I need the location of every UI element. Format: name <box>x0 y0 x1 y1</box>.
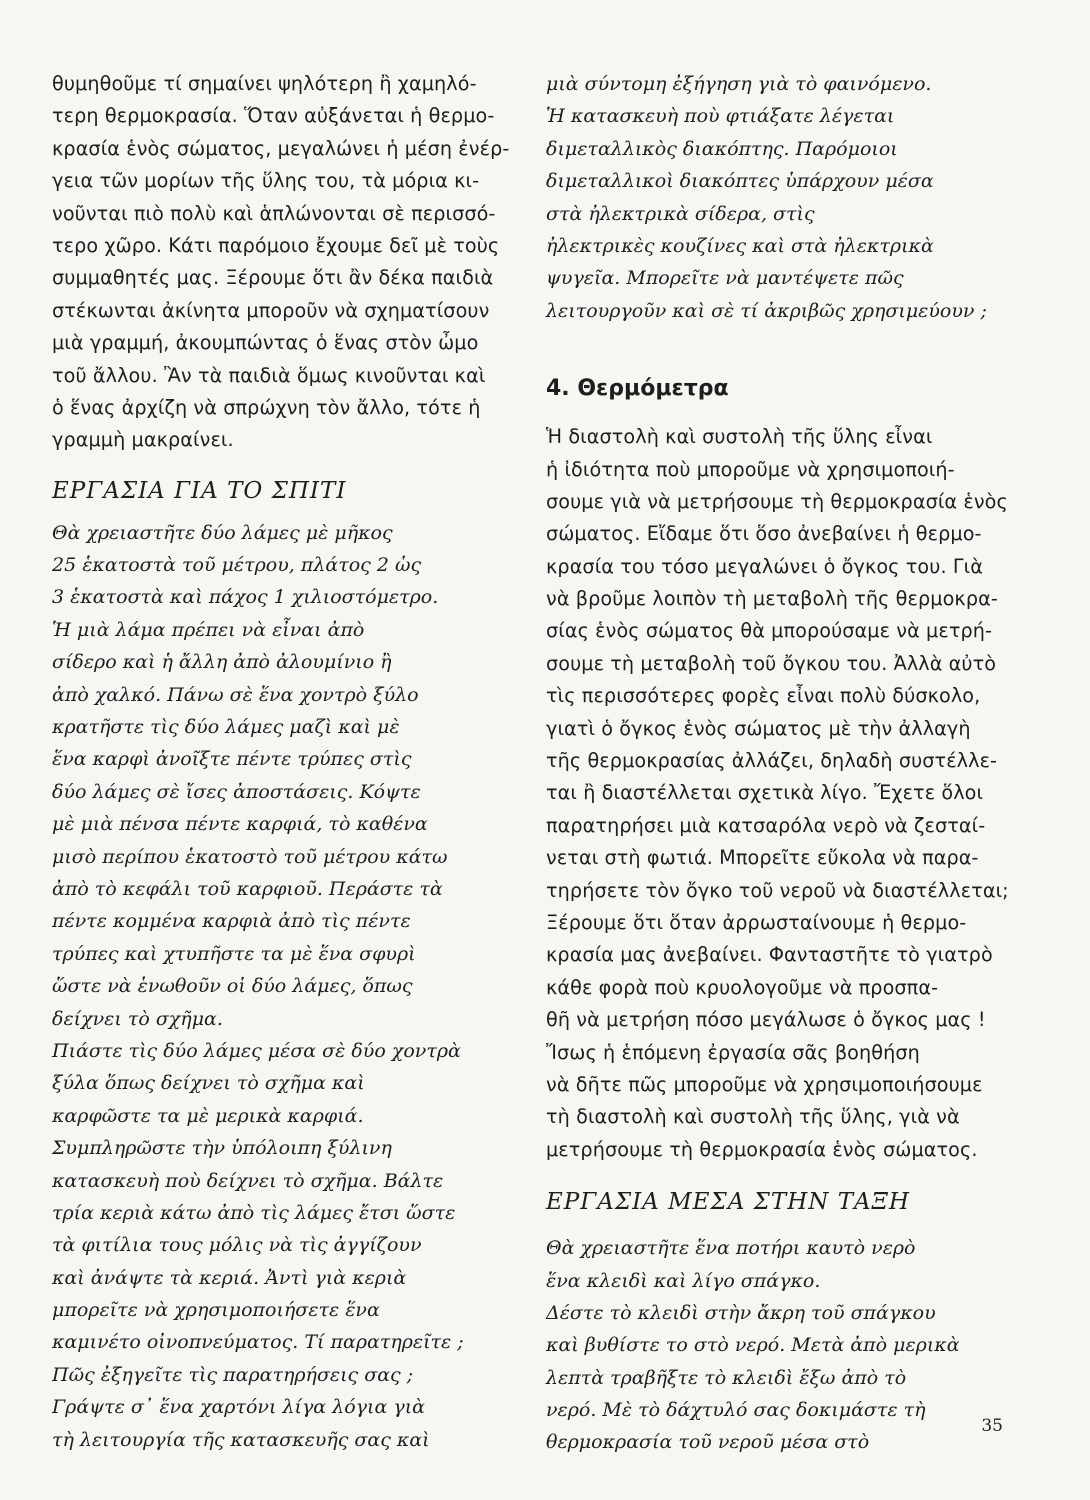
text-line: ται ἢ διαστέλλεται σχετικὰ λίγο. Ἔχετε ὅλοι <box>546 781 984 805</box>
text-line: κρασία μας ἀνεβαίνει. Φανταστῆτε τὸ γιατρὸ <box>546 943 993 967</box>
page-number: 35 <box>981 1416 1003 1436</box>
text-line: σίας ἑνὸς σώματος θὰ μπορούσαμε νὰ μετρή- <box>546 619 993 643</box>
text-line: κάθε φορὰ ποὺ κρυολογοῦμε νὰ προσπα- <box>546 975 939 999</box>
text-line: τερο χῶρο. Κάτι παρόμοιο ἔχουμε δεῖ μὲ τοὺς <box>52 233 500 257</box>
text-line: γιατὶ ὁ ὄγκος ἑνὸς σώματος μὲ τὴν ἀλλαγὴ <box>546 716 971 740</box>
text-line: ἠλεκτρικὲς κουζίνες καὶ στὰ ἠλεκτρικὰ <box>546 234 934 257</box>
text-line: διμεταλλικὸς διακόπτης. Παρόμοιοι <box>546 137 898 160</box>
text-line: μιὰ γραμμή, ἀκουμπώντας ὁ ἕνας στὸν ὦμο <box>52 331 479 355</box>
text-line: καὶ ἀνάψτε τὰ κεριά. Ἀντὶ γιὰ κεριὰ <box>52 1266 407 1289</box>
text-line: σουμε τὴ μεταβολὴ τοῦ ὄγκου του. Ἀλλὰ αὐτὸ <box>546 651 997 675</box>
text-line: ὥστε νὰ ἑνωθοῦν οἱ δύο λάμες, ὅπως <box>52 975 413 998</box>
text-line: τερη θερμοκρασία. Ὅταν αὐξάνεται ἡ θερμο- <box>52 104 495 128</box>
text-line: ψυγεῖα. Μπορεῖτε νὰ μαντέψετε πῶς <box>546 267 904 290</box>
text-line: συμμαθητές μας. Ξέρουμε ὅτι ἂν δέκα παιδιὰ <box>52 266 494 290</box>
text-line: γεια τῶν μορίων τῆς ὕλης του, τὰ μόρια κι- <box>52 169 480 193</box>
text-line: σουμε γιὰ νὰ μετρήσουμε τὴ θερμοκρασία ἑνὸς <box>546 489 1008 513</box>
text-line: καρφῶστε τα μὲ μερικὰ καρφιά. <box>52 1104 364 1127</box>
text-line: γραμμὴ μακραίνει. <box>52 428 234 452</box>
text-line: Ἡ διαστολὴ καὶ συστολὴ τῆς ὕλης εἶναι <box>546 425 933 449</box>
text-line: κρατῆστε τὶς δύο λάμες μαζὶ καὶ μὲ <box>52 716 400 739</box>
text-line: θερμοκρασία τοῦ νεροῦ μέσα στὸ <box>546 1431 870 1454</box>
section-title-thermometers: 4. Θερμόμετρα <box>546 376 729 402</box>
text-line: παρατηρήσει μιὰ κατσαρόλα νερὸ νὰ ζεσταί- <box>546 813 986 837</box>
text-line: ξύλα ὅπως δείχνει τὸ σχῆμα καὶ <box>52 1072 365 1095</box>
text-line: Ἡ μιὰ λάμα πρέπει νὰ εἶναι ἀπὸ <box>52 618 365 641</box>
text-line: μετρήσουμε τὴ θερμοκρασία ἑνὸς σώματος. <box>546 1137 978 1161</box>
text-line: τρύπες καὶ χτυπῆστε τα μὲ ἕνα σφυρὶ <box>52 942 416 965</box>
class-work-heading: ΕΡΓΑΣΙΑ ΜΕΣΑ ΣΤΗΝ ΤΑΞΗ <box>546 1189 910 1216</box>
text-line: καμινέτο οἰνοπνεύματος. Τί παρατηρεῖτε ; <box>52 1331 464 1354</box>
text-line: τοῦ ἄλλου. Ἂν τὰ παιδιὰ ὅμως κινοῦνται καὶ <box>52 363 486 387</box>
text-line: διμεταλλικοὶ διακόπτες ὑπάρχουν μέσα <box>546 170 934 193</box>
text-line: μπορεῖτε νὰ χρησιμοποιήσετε ἕνα <box>52 1299 380 1322</box>
right-column <box>546 68 1036 1459</box>
text-line: θῆ νὰ μετρήση πόσο μεγάλωσε ὁ ὄγκος μας ! <box>546 1008 986 1032</box>
text-line: Πιάστε τὶς δύο λάμες μέσα σὲ δύο χοντρὰ <box>52 1039 461 1062</box>
text-line: τὴ διαστολὴ καὶ συστολὴ τῆς ὕλης, γιὰ νὰ <box>546 1105 960 1129</box>
text-line: τηρήσετε τὸν ὄγκο τοῦ νεροῦ νὰ διαστέλλεται; <box>546 878 1009 902</box>
text-line: ἡ ἰδιότητα ποὺ μποροῦμε νὰ χρησιμοποιή- <box>546 457 955 481</box>
text-line: νεται στὴ φωτιά. Μπορεῖτε εὔκολα νὰ παρα- <box>546 846 979 870</box>
class-work-paragraph <box>546 1232 1036 1459</box>
text-line: μισὸ περίπου ἑκατοστὸ τοῦ μέτρου κάτω <box>52 845 448 868</box>
text-line: τρία κεριὰ κάτω ἀπὸ τὶς λάμες ἔτσι ὥστε <box>52 1201 456 1224</box>
text-line: τὶς περισσότερες φορὲς εἶναι πολὺ δύσκολο, <box>546 684 981 708</box>
home-work-heading: ΕΡΓΑΣΙΑ ΓΙΑ ΤΟ ΣΠΙΤΙ <box>52 477 347 504</box>
text-line: νὰ βροῦμε λοιπὸν τὴ μεταβολὴ τῆς θερμοκρα- <box>546 587 998 611</box>
text-line: μὲ μιὰ πένσα πέντε καρφιά, τὸ καθένα <box>52 813 428 836</box>
text-line: νοῦνται πιὸ πολὺ καὶ ἁπλώνονται σὲ περισσό- <box>52 201 496 225</box>
text-line: κρασία ἑνὸς σώματος, μεγαλώνει ἡ μέση ἐνέρ- <box>52 136 510 160</box>
text-line: Θὰ χρειαστῆτε δύο λάμες μὲ μῆκος <box>52 521 393 544</box>
text-line: Ἴσως ἡ ἑπόμενη ἐργασία σᾶς βοηθήση <box>546 1040 920 1064</box>
text-line: κρασία του τόσο μεγαλώνει ὁ ὄγκος του. Γιὰ <box>546 554 983 578</box>
text-line: θυμηθοῦμε τί σημαίνει ψηλότερη ἢ χαμηλό- <box>52 72 477 95</box>
text-line: στέκωνται ἀκίνητα μποροῦν νὰ σχηματίσουν <box>52 298 490 322</box>
text-line: καὶ βυθίστε το στὸ νερό. Μετὰ ἀπὸ μερικὰ <box>546 1334 960 1357</box>
text-line: μιὰ σύντομη ἐξήγηση γιὰ τὸ φαινόμενο. <box>546 73 932 95</box>
text-line: ἕνα κλειδὶ καὶ λίγο σπάγκο. <box>546 1269 821 1292</box>
text-line: Ἡ κατασκευὴ ποὺ φτιάξατε λέγεται <box>546 105 895 128</box>
text-line: τῆς θερμοκρασίας ἀλλάζει, δηλαδὴ συστέλλε- <box>546 749 998 773</box>
text-line: τὰ φιτίλια τους μόλις νὰ τὶς ἀγγίζουν <box>52 1234 422 1257</box>
text-line: Συμπληρῶστε τὴν ὑπόλοιπη ξύλινη <box>52 1137 392 1160</box>
text-line: τὴ λειτουργία τῆς κατασκευῆς σας καὶ <box>52 1428 430 1451</box>
text-line: δείχνει τὸ σχῆμα. <box>52 1007 223 1030</box>
text-line: λειτουργοῦν καὶ σὲ τί ἀκριβῶς χρησιμεύουν ; <box>546 299 987 322</box>
text-line: Γράψτε σ᾿ ἕνα χαρτόνι λίγα λόγια γιὰ <box>52 1396 425 1419</box>
text-line: δύο λάμες σὲ ἴσες ἀποστάσεις. Κόψτε <box>52 780 421 803</box>
text-line: στὰ ἠλεκτρικὰ σίδερα, στὶς <box>546 202 815 225</box>
continued-paragraph <box>546 68 1036 327</box>
text-line: νερό. Μὲ τὸ δάχτυλό σας δοκιμάστε τὴ <box>546 1399 926 1422</box>
text-line: Ξέρουμε ὅτι ὅταν ἀρρωσταίνουμε ἡ θερμο- <box>546 910 967 934</box>
text-line: λεπτὰ τραβῆξτε τὸ κλειδὶ ἔξω ἀπὸ τὸ <box>546 1366 907 1389</box>
thermometers-paragraph <box>546 421 1036 1166</box>
text-line: ἕνα καρφὶ ἀνοῖξτε πέντε τρύπες στὶς <box>52 748 412 771</box>
text-line: ὁ ἕνας ἀρχίζη νὰ σπρώχνη τὸν ἄλλο, τότε ἡ <box>52 395 481 419</box>
text-line: σώματος. Εἴδαμε ὅτι ὅσο ἀνεβαίνει ἡ θερμο- <box>546 522 982 546</box>
intro-paragraph <box>52 68 520 457</box>
text-line: νὰ δῆτε πῶς μποροῦμε νὰ χρησιμοποιήσουμε <box>546 1072 983 1096</box>
text-line: Πῶς ἐξηγεῖτε τὶς παρατηρήσεις σας ; <box>52 1363 414 1386</box>
text-line: ἀπὸ τὸ κεφάλι τοῦ καρφιοῦ. Περάστε τὰ <box>52 877 443 900</box>
home-work-paragraph <box>52 517 520 1456</box>
text-line: κατασκευὴ ποὺ δείχνει τὸ σχῆμα. Βάλτε <box>52 1169 444 1192</box>
text-line: 25 ἑκατοστὰ τοῦ μέτρου, πλάτος 2 ὡς <box>52 554 422 577</box>
text-line: ἀπὸ χαλκό. Πάνω σὲ ἕνα χοντρὸ ξύλο <box>52 683 419 706</box>
text-line: σίδερο καὶ ἡ ἄλλη ἀπὸ ἀλουμίνιο ἢ <box>52 651 392 674</box>
left-column <box>52 68 520 1456</box>
text-line: πέντε κομμένα καρφιὰ ἀπὸ τὶς πέντε <box>52 910 411 933</box>
text-line: 3 ἑκατοστὰ καὶ πάχος 1 χιλιοστόμετρο. <box>52 586 439 609</box>
text-line: Δέστε τὸ κλειδὶ στὴν ἄκρη τοῦ σπάγκου <box>546 1301 936 1324</box>
text-line: Θὰ χρειαστῆτε ἕνα ποτήρι καυτὸ νερὸ <box>546 1237 916 1260</box>
